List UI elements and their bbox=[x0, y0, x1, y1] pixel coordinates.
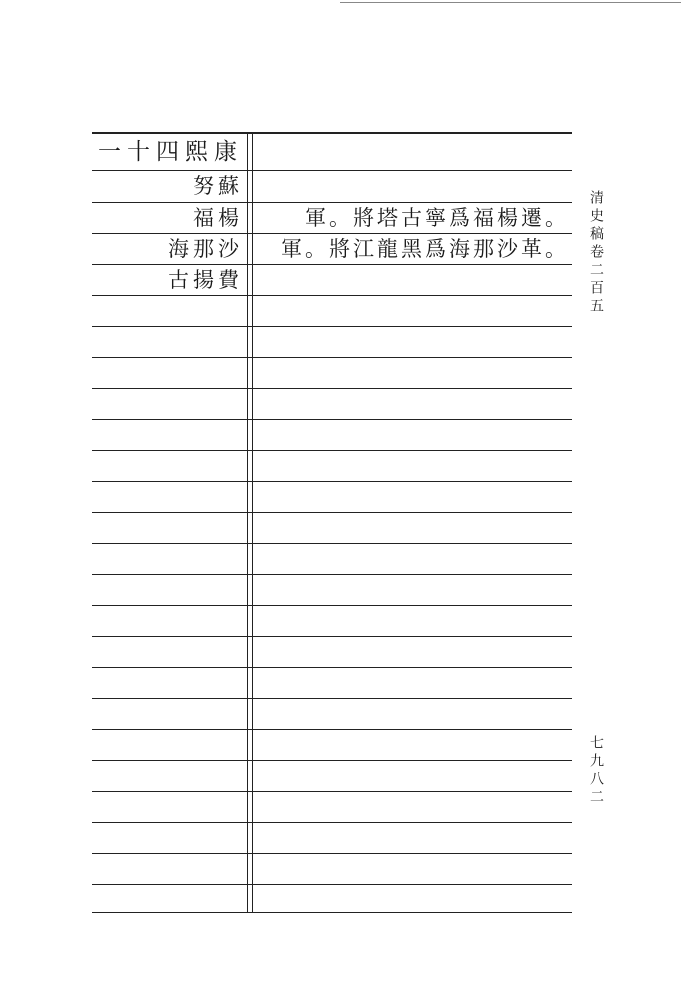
table-row-left-2: 努蘇 bbox=[193, 174, 243, 198]
book-title: 清史稿卷二百五 bbox=[588, 190, 604, 316]
table-row-rule bbox=[92, 357, 572, 358]
table-row-rule bbox=[92, 512, 572, 513]
table-row-rule bbox=[92, 791, 572, 792]
column-divider-left bbox=[247, 132, 248, 912]
table-row-rule bbox=[92, 729, 572, 730]
table-row-rule bbox=[92, 388, 572, 389]
table-row-rule bbox=[92, 760, 572, 761]
table-row-left-1: 一十四熙康 bbox=[98, 139, 243, 165]
table-row-rule bbox=[92, 543, 572, 544]
column-divider-right bbox=[252, 132, 253, 912]
table-row-rule bbox=[92, 295, 572, 296]
table-row-right-4: 軍。將江龍黑爲海那沙革。 bbox=[281, 237, 569, 261]
table-row-rule bbox=[92, 822, 572, 823]
table-row-rule bbox=[92, 605, 572, 606]
table-row-left-3: 福楊 bbox=[193, 206, 243, 230]
top-edge-line bbox=[340, 2, 681, 3]
table-row-rule bbox=[92, 264, 572, 265]
table-row-rule bbox=[92, 574, 572, 575]
table-row-right-3: 軍。將塔古寧爲福楊遷。 bbox=[305, 206, 569, 230]
table-row-rule bbox=[92, 698, 572, 699]
table-row-left-4: 海那沙 bbox=[168, 237, 243, 261]
table-row-rule bbox=[92, 667, 572, 668]
table-row-rule bbox=[92, 636, 572, 637]
table-row-rule bbox=[92, 450, 572, 451]
table-row-rule bbox=[92, 170, 572, 171]
table-bottom-rule bbox=[92, 912, 572, 913]
table-row-left-5: 古揚費 bbox=[168, 268, 243, 292]
table-row-rule bbox=[92, 884, 572, 885]
table-row-rule bbox=[92, 419, 572, 420]
table-row-rule bbox=[92, 853, 572, 854]
table-row-rule bbox=[92, 326, 572, 327]
table-row-rule bbox=[92, 481, 572, 482]
page-number: 七九八二 bbox=[588, 735, 604, 807]
table-top-rule bbox=[92, 132, 572, 134]
